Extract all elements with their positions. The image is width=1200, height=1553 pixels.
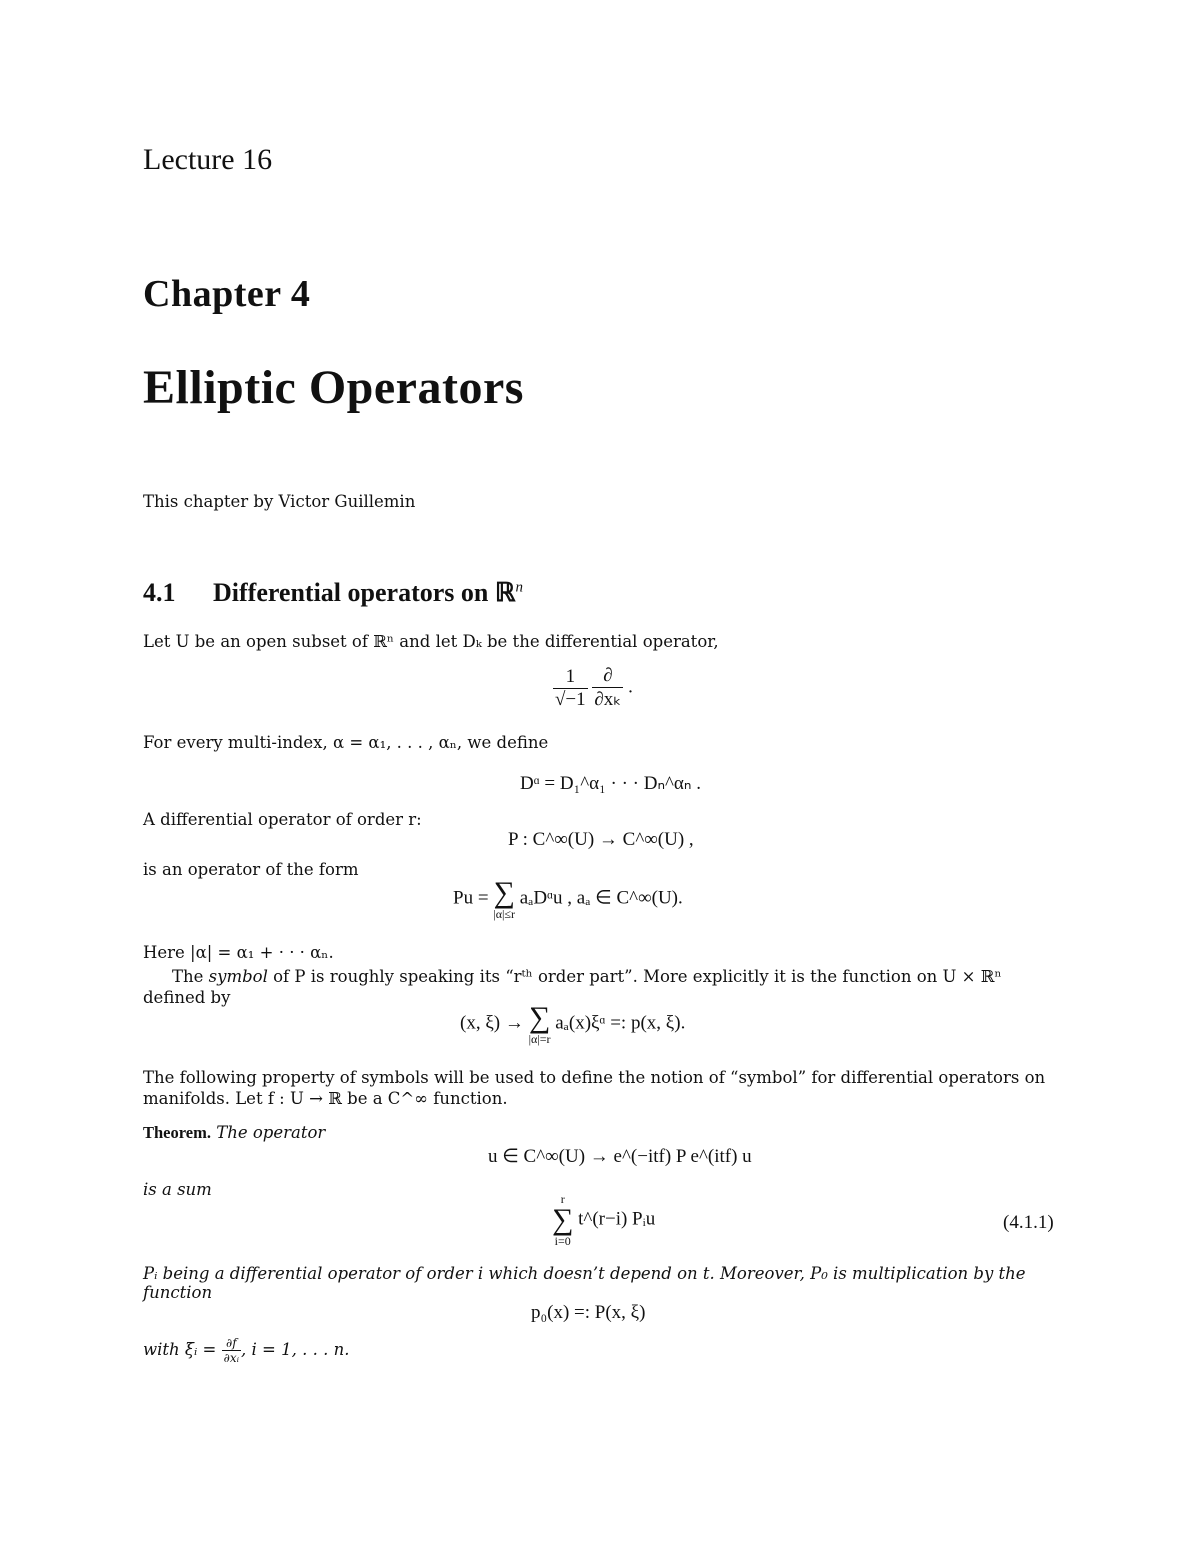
theorem-label: Theorem. [143, 1123, 211, 1142]
author-line: This chapter by Victor Guillemin [143, 492, 416, 511]
paragraph-function: function [143, 1283, 213, 1302]
paragraph-abs-alpha: Here |α| = α₁ + · · · αₙ. [143, 943, 334, 962]
fraction-partial: $\frac{\partial}{\text{∂xₖ}}$ [594, 665, 622, 710]
paragraph-is-a-sum: is a sum [143, 1180, 212, 1199]
equation-sum: r ∑ i=0 t^(r−i) Pᵢu [552, 1192, 656, 1248]
paragraph-order: A differential operator of order r: [143, 810, 422, 829]
paragraph-defined-by: defined by [143, 988, 231, 1007]
theorem-text: The operator [216, 1123, 326, 1142]
paragraph-xi: with ξᵢ = $\frac{\partial f}{\text{∂xᵢ}}$ , i = 1, . . . n. [143, 1336, 350, 1365]
section-title: Differential operators on ℝ [213, 578, 516, 607]
equation-pu: Pu = ∑ |α|≤r aₐDᵅu , aₐ ∈ C^∞(U). [453, 876, 683, 921]
fraction-one-over-sqrt: $\frac{1}{√-1}$ [555, 665, 586, 710]
section-heading [143, 578, 523, 608]
equation-p-map: P : C^∞(U) → C^∞(U) , [508, 829, 694, 850]
equation-theorem: u ∈ C^∞(U) → e^(−itf) P e^(itf) u [488, 1146, 752, 1167]
equation-symbol: (x, ξ) → ∑ |α|=r aₐ(x)ξᵅ =: p(x, ξ). [460, 1001, 686, 1046]
sum-symbol: ∑ |α|=r [528, 1001, 551, 1046]
paragraph-intro: Let U be an open subset of ℝⁿ and let Dₖ be the differential operator, [143, 632, 719, 651]
section-number: 4.1 [143, 578, 176, 607]
equation-dalpha: Dᵅ = D₁^α₁ · · · Dₙ^αₙ . [520, 773, 701, 794]
paragraph-multi-index: For every multi-index, α = α₁, . . . , αₙ, we define [143, 733, 549, 752]
fraction-df-dxi: $\frac{\partial f}{\text{∂xᵢ}}$ [223, 1336, 240, 1365]
lecture-label: Lecture 16 [143, 143, 273, 176]
paragraph-form: is an operator of the form [143, 860, 359, 879]
sum-symbol: ∑ |α|≤r [493, 876, 515, 921]
paragraph-property-1: The following property of symbols will be used to define the notion of “symbol” for differential operators on [143, 1068, 1046, 1087]
paragraph-property-2: manifolds. Let f : U → ℝ be a C^∞ function. [143, 1089, 508, 1108]
section-title-sup: n [515, 579, 523, 596]
equation-dk: $\frac{1}{√-1}$ $\frac{\partial}{\text{∂xₖ}}$ . [555, 665, 633, 710]
paragraph-pi-def: Pᵢ being a differential operator of order i which doesn’t depend on t. Moreover, P₀ is multiplication by the [143, 1264, 1026, 1283]
equation-tag: (4.1.1) [1003, 1212, 1054, 1233]
theorem-statement [143, 1123, 325, 1143]
chapter-title: Elliptic Operators [143, 361, 524, 414]
sum-symbol: r ∑ i=0 [552, 1192, 574, 1248]
paragraph-symbol-def: The symbol of P is roughly speaking its “rᵗʰ order part”. More explicitly it is the function on U × ℝⁿ [172, 967, 1002, 986]
equation-p0: p₀(x) =: P(x, ξ) [531, 1302, 646, 1323]
chapter-heading: Chapter 4 [143, 273, 311, 315]
